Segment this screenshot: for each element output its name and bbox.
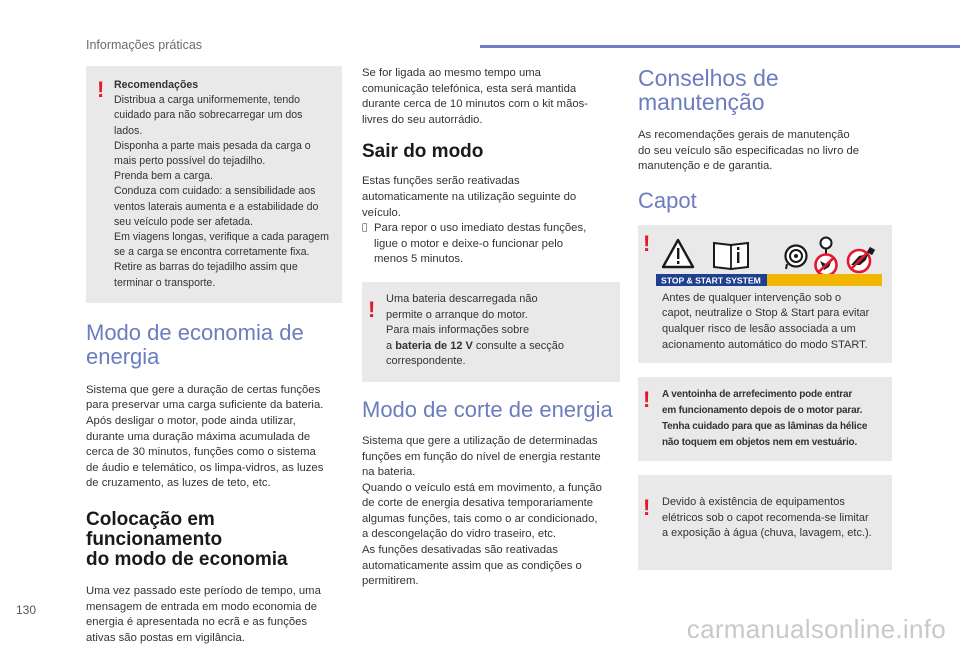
battery-note-box	[362, 282, 620, 382]
page-header-title: Informações práticas	[86, 38, 203, 52]
energy-cut-text: Sistema que gere a utilização de determinadas funções em função do nível de energia restante na bateria. Quando o veículo está em movimento, a função de corte de energia desativa temporariamente algumas funções, tais como o ar condicionado, a descongelação do vidro traseiro, etc. As funções desativadas são reativadas automaticamente assim que as condições o permitirem.	[362, 434, 602, 588]
battery-note-text-before: Uma bateria descarregada não permite o arranque do motor. Para mais informações sobre a	[386, 292, 538, 352]
left-column	[86, 66, 342, 646]
battery-note-text	[386, 292, 610, 370]
belt-drive-icon	[786, 245, 807, 269]
fan-warning-box	[638, 377, 892, 461]
warning-icon: !	[643, 387, 651, 413]
stop-start-label: STOP & START SYSTEM	[661, 275, 761, 286]
warning-icon: !	[643, 230, 651, 256]
manual-book-icon	[714, 243, 748, 269]
warning-icon: !	[643, 495, 651, 521]
capot-stopstart-text: Antes de qualquer intervenção sob o capot, neutralize o Stop & Start para evitar qualquer risco de lesão associada a um acionamento automático do modo START.	[662, 291, 870, 351]
warning-icon: !	[97, 77, 105, 102]
exit-mode-bullet	[362, 221, 620, 268]
maintenance-heading: Conselhos de manutenção	[638, 65, 779, 115]
economy-mode-text: Sistema que gere a duração de certas funções para preservar uma carga suficiente da bateria. Após desligar o motor, pode ainda utilizar, durante uma duração máxima acumulada de cerca de 30 minutos, funções como o sistema de áudio e telemático, os limpa-vidros, as luzes de cruzamento, as luzes de teto, etc.	[86, 383, 324, 490]
capot-stopstart-box	[638, 225, 892, 363]
recommendations-text: Distribua a carga uniformemente, tendo cuidado para não sobrecarregar um dos lados. Disponha a parte mais pesada da carga o mais perto possível do tejadilho. Prenda bem a carga. Conduza com cuidado: a sensibilidade aos ventos laterais aumenta e a estabilidade do seu veículo pode ser afetada. Em viagens longas, verifique a cada paragem se a carga se encontra corretamente fixa. Retire as barras do tejadilho assim que terminar o transporte.	[114, 94, 329, 289]
under-hood-pictograms	[656, 234, 882, 286]
exit-mode-text: Estas funções serão reativadas automaticamente na utilização seguinte do veículo.	[362, 175, 577, 219]
site-watermark: carmanualsonline.info	[686, 614, 946, 644]
danger-triangle-icon	[663, 240, 693, 267]
water-warning-text: Devido à existência de equipamentos elétricos sob o capot recomenda-se limitar a exposição à água (chuva, lavagem, etc.).	[662, 496, 872, 540]
page-number: 130	[16, 603, 37, 617]
recommendations-title: Recomendações	[114, 79, 199, 91]
middle-column	[362, 66, 620, 590]
economy-mode-heading: Modo de economia de energia	[86, 319, 304, 369]
no-hands-icon	[848, 247, 875, 272]
recommendations-box	[86, 66, 342, 303]
page-header-bar	[480, 45, 960, 48]
stop-start-badge	[656, 274, 882, 286]
phone-call-text: Se for ligada ao mesmo tempo uma comunicação telefónica, esta será mantida durante cerca de 10 minutos com o kit mãos- livres do seu autorrádio.	[362, 67, 589, 126]
fan-blade-icon	[816, 237, 837, 275]
battery-note-text-after: consulte a secção correspondente.	[386, 339, 564, 368]
maintenance-text: As recomendações gerais de manutenção do seu veículo são especificadas no livro de manutenção e de garantia.	[638, 129, 860, 173]
fan-warning-text: A ventoinha de arrefecimento pode entrar em funcionamento depois de o motor parar. Tenha cuidado para que as lâminas da hélice não toquem em objetos nem em vestuário.	[662, 389, 868, 449]
arrow-bullet-icon	[362, 221, 374, 268]
right-column	[638, 66, 892, 570]
exit-mode-bullet-text: Para repor o uso imediato destas funções, ligue o motor e deixe-o funcionar pelo menos 5 minutos.	[374, 222, 587, 266]
capot-heading: Capot	[638, 187, 697, 213]
water-warning-box	[638, 475, 892, 570]
warning-icon: !	[368, 296, 376, 322]
energy-cut-heading: Modo de corte de energia	[362, 396, 613, 422]
battery-note-bold: bateria de 12 V	[395, 339, 473, 352]
economy-start-text: Uma vez passado este período de tempo, uma mensagem de entrada em modo economia de energia é apresentada no ecrã e as funções ativas são postas em vigilância.	[86, 585, 321, 644]
exit-mode-heading: Sair do modo	[362, 141, 484, 163]
economy-start-heading: Colocação em funcionamento do modo de economia	[86, 509, 288, 570]
